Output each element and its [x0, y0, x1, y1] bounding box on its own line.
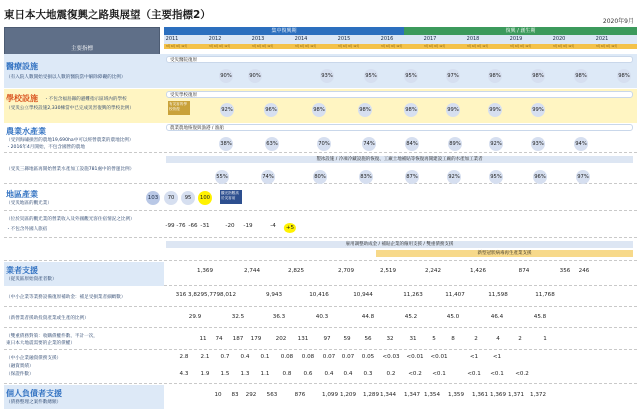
- value-individual-debt-4: 876: [294, 392, 306, 398]
- value-tourism-change-7: +5: [285, 225, 295, 231]
- value-sme-guarantee-14: <0.1: [490, 371, 504, 377]
- value-equipment-subsidy-8: 11,407: [445, 292, 465, 298]
- value-sme-finance-5: 0.08: [280, 354, 294, 360]
- school-recovery-note: 有災害的學校恢復: [168, 101, 190, 115]
- value-sme-guarantee-4: 1.1: [260, 371, 270, 377]
- month-ticks-2016: 3月 6月 9月 12月: [381, 45, 403, 48]
- value-new-business-8: 45.8: [533, 314, 547, 320]
- value-sme-guarantee-1: 1.9: [200, 371, 210, 377]
- value-school-7: 99%: [531, 103, 545, 117]
- sub-business-support: （從災區原始資產者數）: [6, 277, 57, 282]
- value-double-debt-0: 11: [199, 336, 207, 342]
- value-business-support-3: 2,709: [337, 268, 355, 274]
- sub-tourism: （受災地區的觀光業）: [6, 201, 52, 206]
- value-equipment-subsidy-2: 5,779: [203, 292, 221, 298]
- year-label-2011: 2011: [165, 36, 179, 42]
- category-regional-industry: 地區產業: [6, 190, 38, 199]
- value-sme-guarantee-2: 1.5: [220, 371, 230, 377]
- value-new-business-3: 40.3: [315, 314, 329, 320]
- month-axis: [164, 44, 637, 49]
- stage-agriculture: 農業農地恢復與漁港 / 漁船: [166, 124, 633, 131]
- value-individual-debt-8: 1,344: [379, 392, 397, 398]
- value-individual-debt-15: 1,372: [529, 392, 547, 398]
- sub-school-a: ・不包含福島縣的避難指示區域內的學校: [44, 97, 127, 102]
- sub-agriculture-a: （受到海嘯損害的農地19,690ha中可以經營農業的農地比例）: [6, 138, 134, 143]
- value-medical-3: 95%: [364, 69, 378, 83]
- value-double-debt-9: 32: [386, 336, 394, 342]
- stage-medical: 受災醫院復原: [166, 56, 633, 63]
- month-ticks-2013: 3月 6月 9月 12月: [252, 45, 274, 48]
- value-sme-finance-13: <1: [469, 354, 479, 360]
- tourism-note: 觀光指數高於災害前: [220, 190, 242, 204]
- value-medical-7: 98%: [531, 69, 545, 83]
- value-equipment-subsidy-10: 11,768: [535, 292, 555, 298]
- category-agriculture: 農業水產業: [6, 127, 46, 136]
- sub-school-b: （受災公立學校設施2,330棟當中已完成災害復興的學校比例）: [6, 106, 134, 111]
- value-business-support-9: 246: [578, 268, 590, 274]
- value-equipment-subsidy-6: 10,944: [353, 292, 373, 298]
- value-business-support-2: 2,825: [287, 268, 305, 274]
- value-sme-finance-2: 0.7: [220, 354, 230, 360]
- value-individual-debt-6: 1,209: [339, 392, 357, 398]
- value-business-support-4: 2,519: [379, 268, 397, 274]
- value-sme-guarantee-9: 0.3: [363, 371, 373, 377]
- page-title: 東日本大地震復興之路與展望（主要指標2）: [4, 9, 211, 21]
- value-school-0: 92%: [220, 103, 234, 117]
- value-sme-finance-4: 0.1: [260, 354, 270, 360]
- value-sme-guarantee-13: <0.1: [467, 371, 481, 377]
- month-ticks-2011: 3月 6月 9月 12月: [166, 45, 188, 48]
- year-label-2012: 2012: [208, 36, 222, 42]
- sub-sme-finance-b: （融資實績）: [6, 364, 34, 369]
- value-fisheries-5: 92%: [447, 170, 461, 184]
- sub-medical: （有入院人數開始受損以人數的醫院當中解除障礙的比例）: [6, 75, 126, 80]
- value-sme-finance-14: <1: [492, 354, 502, 360]
- value-equipment-subsidy-5: 10,416: [309, 292, 329, 298]
- value-business-support-6: 1,426: [469, 268, 487, 274]
- value-new-business-7: 46.4: [490, 314, 504, 320]
- indicator-header-label: 主要指標: [70, 46, 93, 52]
- value-school-2: 98%: [312, 103, 326, 117]
- value-tourism-change-4: -20: [225, 223, 235, 229]
- sub-sme-finance-a: （中小企業融資債務支援）: [6, 356, 62, 361]
- value-sme-guarantee-6: 0.6: [303, 371, 313, 377]
- value-sme-guarantee-10: 0.2: [386, 371, 396, 377]
- year-label-2019: 2019: [509, 36, 523, 42]
- value-individual-debt-13: 1,369: [489, 392, 507, 398]
- value-equipment-subsidy-3: 8,012: [219, 292, 237, 298]
- sub-agriculture-b: ・2016年4月開始，不包含國營的農地: [6, 145, 85, 150]
- value-tourism-change-5: -19: [243, 223, 253, 229]
- value-fisheries-4: 87%: [405, 170, 419, 184]
- value-business-support-7: 874: [518, 268, 530, 274]
- value-sme-guarantee-7: 0.4: [324, 371, 334, 377]
- phase-revitalization: 復興 / 創生期: [404, 27, 637, 35]
- category-school: 學校設施: [6, 94, 38, 103]
- value-individual-debt-12: 1,361: [471, 392, 489, 398]
- value-double-debt-14: 4: [496, 336, 500, 342]
- value-sme-finance-11: <0.01: [406, 354, 424, 360]
- value-sme-finance-10: <0.03: [382, 354, 400, 360]
- year-label-2018: 2018: [466, 36, 480, 42]
- value-double-debt-13: 2: [474, 336, 478, 342]
- value-agriculture-2: 70%: [317, 137, 331, 151]
- value-individual-debt-5: 1,099: [321, 392, 339, 398]
- value-school-5: 99%: [446, 103, 460, 117]
- value-fisheries-7: 96%: [533, 170, 547, 184]
- value-double-debt-10: 31: [409, 336, 417, 342]
- year-axis: [164, 35, 637, 44]
- value-agriculture-7: 93%: [531, 137, 545, 151]
- value-school-4: 98%: [404, 103, 418, 117]
- value-sme-guarantee-11: <0.2: [408, 371, 422, 377]
- value-individual-debt-3: 563: [266, 392, 278, 398]
- value-equipment-subsidy-4: 9,943: [265, 292, 283, 298]
- value-business-support-1: 2,744: [243, 268, 261, 274]
- month-ticks-2012: 3月 6月 9月 12月: [209, 45, 231, 48]
- value-business-support-0: 1,369: [196, 268, 214, 274]
- value-individual-debt-11: 1,359: [447, 392, 465, 398]
- phase-intensive-recovery: 集中復興期: [164, 27, 404, 35]
- value-individual-debt-14: 1,371: [507, 392, 525, 398]
- value-fisheries-0: 55%: [215, 170, 229, 184]
- category-business-support: 業者支援: [6, 266, 38, 275]
- category-medical: 醫療設施: [6, 62, 38, 71]
- sub-tourism-change-b: ・不包含外國人旅宿: [6, 227, 48, 232]
- value-sme-guarantee-8: 0.4: [343, 371, 353, 377]
- sub-double-debt-b: 東日本大地震需要的企業的債權）: [6, 341, 75, 346]
- value-new-business-6: 45.0: [446, 314, 460, 320]
- value-individual-debt-2: 292: [245, 392, 257, 398]
- sub-sme-finance-c: （保證件數）: [6, 372, 34, 377]
- value-equipment-subsidy-0: 316: [175, 292, 187, 298]
- value-fisheries-6: 95%: [489, 170, 503, 184]
- row-tourism: [4, 185, 637, 211]
- value-new-business-5: 45.2: [404, 314, 418, 320]
- value-fisheries-3: 83%: [359, 170, 373, 184]
- value-new-business-2: 36.3: [272, 314, 286, 320]
- value-tourism-change-0: -99: [165, 223, 175, 229]
- value-agriculture-5: 89%: [448, 137, 462, 151]
- month-ticks-2017: 3月 6月 9月 12月: [424, 45, 446, 48]
- value-agriculture-4: 84%: [405, 137, 419, 151]
- value-sme-finance-7: 0.07: [322, 354, 336, 360]
- month-ticks-2014: 3月 6月 9月 12月: [295, 45, 317, 48]
- year-label-2016: 2016: [380, 36, 394, 42]
- value-individual-debt-1: 83: [231, 392, 239, 398]
- row-double-debt: [4, 329, 637, 350]
- value-new-business-0: 29.9: [188, 314, 202, 320]
- value-medical-1: 90%: [248, 69, 262, 83]
- value-double-debt-2: 187: [232, 336, 244, 342]
- value-double-debt-8: 56: [364, 336, 372, 342]
- value-double-debt-12: 8: [451, 336, 455, 342]
- value-fisheries-2: 80%: [313, 170, 327, 184]
- value-school-3: 98%: [358, 103, 372, 117]
- month-ticks-2018: 3月 6月 9月 12月: [467, 45, 489, 48]
- row-business-support: [4, 262, 637, 286]
- value-equipment-subsidy-9: 11,598: [488, 292, 508, 298]
- sub-fisheries: （受災三縣地區再開始營業水產加工設施781處中的營運比例）: [6, 167, 135, 172]
- month-ticks-2020: 3月 6月 9月 12月: [553, 45, 575, 48]
- year-label-2013: 2013: [251, 36, 265, 42]
- value-individual-debt-10: 1,354: [423, 392, 441, 398]
- sub-equipment-subsidy: （中小企業等業務設備復原補助金：補足受損業者細緻數）: [6, 295, 126, 300]
- value-sme-guarantee-15: <0.2: [515, 371, 529, 377]
- value-double-debt-1: 74: [215, 336, 223, 342]
- sub-double-debt-a: （雙重債務對策：收購債權件數、半計一次，: [6, 334, 98, 339]
- value-double-debt-7: 59: [343, 336, 351, 342]
- report-date: 2020年9月: [602, 18, 634, 25]
- value-sme-finance-1: 2.1: [200, 354, 210, 360]
- value-new-business-1: 32.5: [231, 314, 245, 320]
- value-sme-guarantee-12: <0.1: [432, 371, 446, 377]
- value-sme-guarantee-3: 1.3: [240, 371, 250, 377]
- value-sme-guarantee-5: 0.8: [282, 371, 292, 377]
- banner-fisheries: 製冰設施 / 冷凍冷藏設施的恢復、工廠土地補貼等恢復再開建設工廠的水產加工業者: [166, 156, 633, 163]
- value-sme-finance-3: 0.4: [240, 354, 250, 360]
- value-tourism-change-3: -31: [200, 223, 210, 229]
- month-ticks-2021: 3月 6月 9月 12月: [596, 45, 618, 48]
- value-equipment-subsidy-1: 3,829: [187, 292, 205, 298]
- value-medical-8: 98%: [574, 69, 588, 83]
- value-business-support-5: 2,242: [424, 268, 442, 274]
- row-employment-banner: [4, 239, 637, 261]
- value-tourism-2: 100: [198, 191, 212, 205]
- year-label-2015: 2015: [337, 36, 351, 42]
- value-individual-debt-0: 10: [214, 392, 222, 398]
- value-equipment-subsidy-7: 11,263: [403, 292, 423, 298]
- value-agriculture-3: 74%: [362, 137, 376, 151]
- value-agriculture-6: 92%: [489, 137, 503, 151]
- value-tourism-1: 95: [181, 191, 195, 205]
- value-medical-6: 98%: [488, 69, 502, 83]
- month-ticks-2015: 3月 6月 9月 12月: [338, 45, 360, 48]
- value-school-6: 99%: [488, 103, 502, 117]
- sub-new-business: （新營業者援助投資產業或生產的比例）: [6, 316, 89, 321]
- year-label-2017: 2017: [423, 36, 437, 42]
- value-sme-finance-9: 0.05: [361, 354, 375, 360]
- value-double-debt-4: 202: [275, 336, 287, 342]
- year-label-2014: 2014: [294, 36, 308, 42]
- value-double-debt-11: 5: [432, 336, 436, 342]
- value-sme-finance-6: 0.08: [301, 354, 315, 360]
- month-ticks-2019: 3月 6月 9月 12月: [510, 45, 532, 48]
- value-sme-finance-12: <0.01: [430, 354, 448, 360]
- value-medical-0: 90%: [219, 69, 233, 83]
- year-label-2021: 2021: [595, 36, 609, 42]
- value-agriculture-1: 63%: [265, 137, 279, 151]
- value-double-debt-16: 1: [543, 336, 547, 342]
- value-business-support-8: 356: [559, 268, 571, 274]
- stage-school: 受災學校復原: [166, 91, 633, 98]
- value-double-debt-6: 97: [323, 336, 331, 342]
- tourism-baseline-bubble: 103: [146, 191, 160, 205]
- year-label-2020: 2020: [552, 36, 566, 42]
- value-medical-2: 93%: [320, 69, 334, 83]
- value-individual-debt-7: 1,289: [362, 392, 380, 398]
- value-sme-finance-8: 0.07: [341, 354, 355, 360]
- banner-covid: 新型冠狀病毒再生產業支援: [376, 250, 633, 257]
- value-new-business-4: 44.8: [361, 314, 375, 320]
- category-individual-debt: 個人負債者支援: [6, 389, 62, 398]
- value-medical-4: 95%: [404, 69, 418, 83]
- value-fisheries-8: 97%: [576, 170, 590, 184]
- value-double-debt-5: 131: [297, 336, 309, 342]
- value-sme-guarantee-0: 4.3: [179, 371, 189, 377]
- value-medical-9: 98%: [617, 69, 631, 83]
- value-agriculture-8: 94%: [574, 137, 588, 151]
- value-agriculture-0: 38%: [219, 137, 233, 151]
- value-double-debt-15: 2: [518, 336, 522, 342]
- value-individual-debt-9: 1,347: [403, 392, 421, 398]
- value-sme-finance-0: 2.8: [179, 354, 189, 360]
- value-fisheries-1: 74%: [261, 170, 275, 184]
- value-tourism-change-1: -76: [176, 223, 186, 229]
- value-school-1: 96%: [264, 103, 278, 117]
- value-tourism-change-2: -66: [188, 223, 198, 229]
- value-medical-5: 97%: [446, 69, 460, 83]
- value-tourism-change-6: -4: [270, 223, 276, 229]
- row-tourism-change: [4, 212, 637, 238]
- banner-employment: 雇用調整助成金 / 補貼企業的僱用支援 / 雙重債務支援: [166, 241, 633, 248]
- value-double-debt-3: 179: [250, 336, 262, 342]
- sub-tourism-change-a: （位於災區的觀光業的營業收入及外國觀光客住宿情況之比例）: [6, 217, 135, 222]
- sub-individual-debt: （債務整理之案件數總額）: [6, 400, 62, 405]
- row-sme-finance: [4, 351, 637, 384]
- value-tourism-0: 70: [164, 191, 178, 205]
